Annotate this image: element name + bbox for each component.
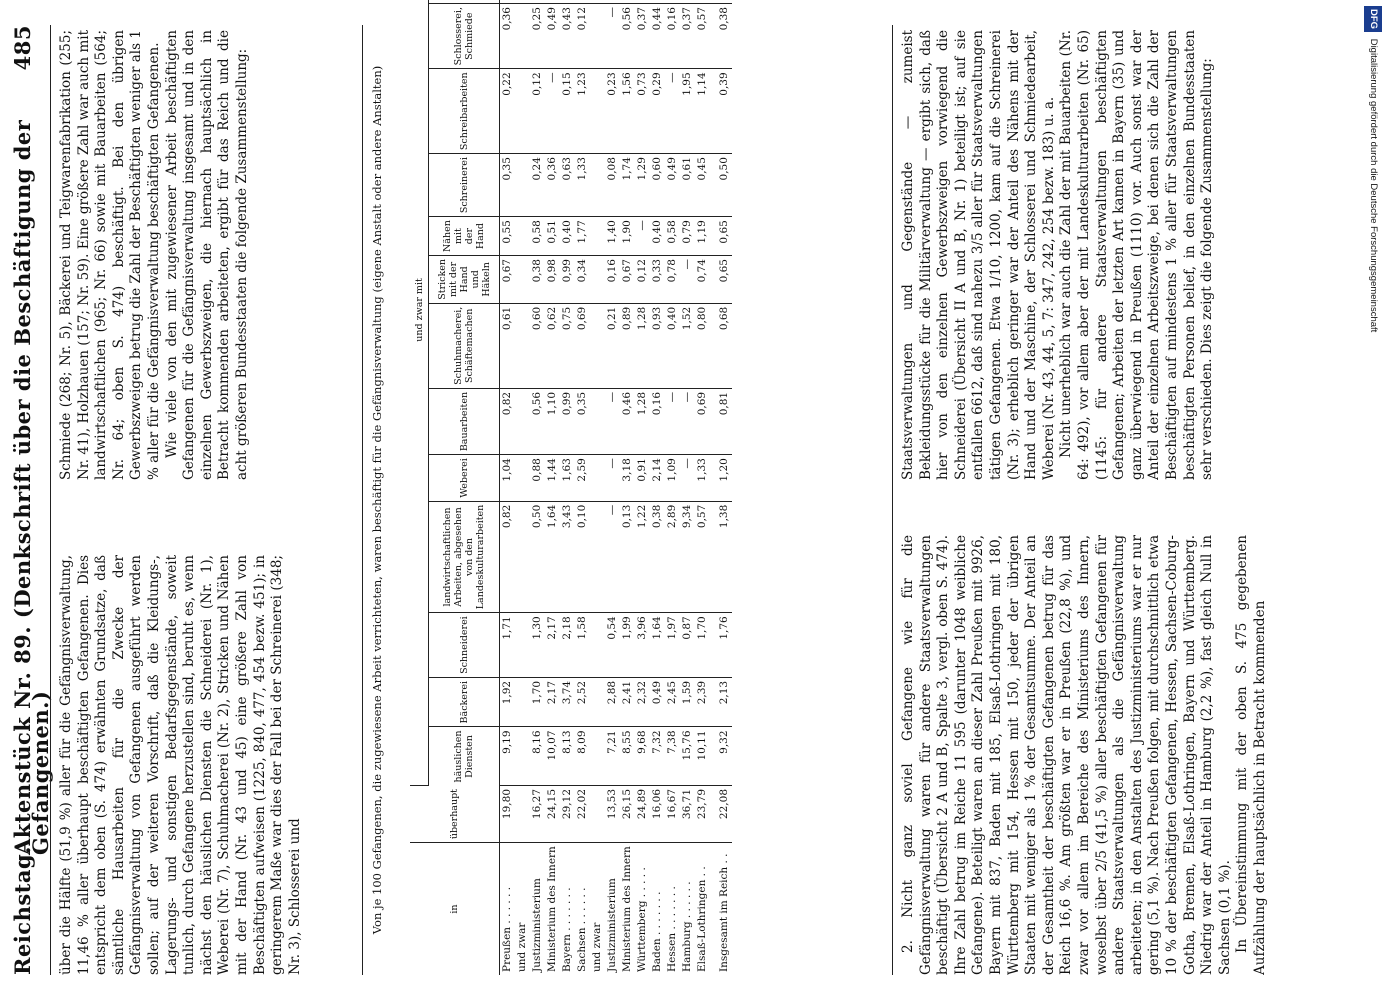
table-cell: 0,87 [680, 613, 695, 678]
row-label: Ministerium des Innern [621, 846, 634, 972]
table-cell: 8,16 [530, 727, 545, 786]
table-cell: 23,79 [695, 786, 710, 843]
table-cell: 16,27 [530, 786, 545, 843]
table-cell: 0,43 [560, 4, 575, 69]
table-cell: 0,49 [545, 4, 560, 69]
table-cell [590, 256, 605, 304]
table-cell [650, 0, 665, 4]
table-cell: 1,30 [530, 613, 545, 678]
table-cell: 10,07 [545, 727, 560, 786]
row-label: Bayern . . . . . . . [561, 887, 574, 972]
column-header: Bäckerei [429, 677, 500, 727]
table-row [545, 0, 560, 975]
table-cell: 0,37 [635, 4, 650, 69]
row-label: Justizministerium [606, 878, 619, 972]
table-cell: 8,55 [620, 727, 635, 786]
table-cell: 0,10 [575, 501, 590, 613]
table-cell: — [545, 69, 560, 154]
row-label: Insgesamt im Reich . . [718, 853, 731, 972]
table-cell: 0,58 [530, 217, 545, 256]
table-row [650, 0, 665, 975]
table-cell: 1,90 [620, 217, 635, 256]
table-cell: 0,74 [695, 256, 710, 304]
row-label: Ministerium des Innern [546, 846, 559, 972]
table-row [695, 0, 710, 975]
table-cell: 1,38 [710, 501, 732, 613]
table-cell: 0,99 [560, 256, 575, 304]
table-cell [515, 0, 530, 4]
paragraph: Nicht unerheblich war auch die Zahl der mit Bauarbeiten (Nr. 64: 492), vor allem aber der mit Landeskulturarbeiten (Nr. 65) (1145: für andere Staatsverwaltungen beschäftigten Gefangenen; Arbeiten der letzten Art kamen in Bayern (35) und ganz überwiegend in Preußen (1110) vor. Auch sonst war der Anteil der einzelnen Arbeitszweige, bei denen sich die Zahl der Beschäftigten auf mindestens 1 % aller für Staatsverwaltungen beschäftigten Personen belief, in den einzelnen Bundesstaaten sehr verschieden. Dies zeigt die folgende Zusammenstellung: [1058, 30, 1216, 480]
column-header: Nähen mit der Hand [429, 217, 500, 256]
table-cell: 0,36 [500, 4, 516, 69]
table-cell: 1,95 [680, 69, 695, 154]
table-cell: 8,13 [560, 727, 575, 786]
table-cell: 0,93 [650, 303, 665, 388]
table-cell [515, 786, 530, 843]
table-cell: 0,36 [545, 154, 560, 217]
table-cell [620, 0, 635, 4]
table-cell: 1,97 [665, 613, 680, 678]
table-cell [590, 303, 605, 388]
table-cell [590, 0, 605, 4]
table-cell [515, 69, 530, 154]
table-cell [515, 256, 530, 304]
table-cell: 0,65 [710, 256, 732, 304]
table-cell: 1,19 [695, 217, 710, 256]
table-cell: 0,61 [680, 154, 695, 217]
table-row [590, 0, 605, 975]
column-header: landwirtschaftlichen Arbeiten, abgesehen von den Landeskulturarbeiten [429, 501, 500, 613]
table-cell [590, 388, 605, 454]
table-cell: 2,89 [665, 501, 680, 613]
table-cell: 0,34 [575, 256, 590, 304]
watermark-text: Digitalisierung gefördert durch die Deutsche Forschungsgemeinschaft [1368, 38, 1379, 333]
table-cell: 0,23 [605, 69, 620, 154]
column-header: Schreibarbeiten [429, 69, 500, 154]
table-row [710, 0, 732, 975]
table-cell: 0,63 [560, 154, 575, 217]
table-cell [590, 69, 605, 154]
table-cell [515, 677, 530, 727]
table-cell: 0,69 [575, 303, 590, 388]
table-cell [590, 786, 605, 843]
header-left: Reichstag. [10, 846, 35, 975]
table-cell: 0,08 [605, 154, 620, 217]
table-cell: — [605, 455, 620, 502]
table-cell: — [605, 388, 620, 454]
table-cell [635, 0, 650, 4]
table-cell [515, 154, 530, 217]
table-cell [680, 0, 695, 4]
table-cell [515, 727, 530, 786]
table-cell: 15,76 [680, 727, 695, 786]
table-cell: 10,11 [695, 727, 710, 786]
table-cell: 1,59 [680, 677, 695, 727]
table-cell: 24,89 [635, 786, 650, 843]
table-cell: 0,78 [665, 256, 680, 304]
table-cell [605, 0, 620, 4]
table-cell [590, 613, 605, 678]
row-label: und zwar [591, 922, 604, 972]
data-table [410, 0, 732, 975]
table-cell: 1,64 [545, 501, 560, 613]
paragraph: über die Hälfte (51,9 %) aller für die Gefängnisverwaltung, 11,46 % aller überhaupt beschäftigten Gefangenen. Dies entspricht dem oben (S. 474) erwähnten Grundsatze, daß sämtliche Hausarbeiten für die Zwecke der Gefängnisverwaltung von Gefangenen ausgeführt werden sollen; auf der weiteren Vorschrift, daß die Kleidungs-, Lagerungs- und sonstigen Bedarfsgegenstände, soweit tunlich, durch Gefangene herzustellen sind, beruht es, wenn nächst den häuslichen Diensten die Schneiderei (Nr. 1), Weberei (Nr. 7), Schuhmacherei (Nr. 2), Stricken und Nähen mit der Hand (Nr. 43 und 45) eine größere Zahl von Beschäftigten aufweisen (1225, 840, 477, 454 bezw. 451); in geringerem Maße war dies der Fall bei der Schreinerei (348; Nr. 3), Schlosserei und [58, 555, 303, 975]
table-row [530, 0, 545, 975]
table-row [575, 0, 590, 975]
table-cell [590, 727, 605, 786]
table-cell: 1,64 [650, 613, 665, 678]
table-cell [695, 0, 710, 4]
table-cell: 0,61 [500, 303, 516, 388]
table-row [560, 0, 575, 975]
table-cell: 0,89 [620, 303, 635, 388]
table-cell [515, 388, 530, 454]
table-cell: 1,33 [695, 455, 710, 502]
table-cell [590, 4, 605, 69]
column-header: Schneiderei [429, 613, 500, 678]
table-cell [590, 154, 605, 217]
table-cell: 2,45 [665, 677, 680, 727]
table-cell: 1,52 [680, 303, 695, 388]
table-cell: 1,44 [545, 455, 560, 502]
table-cell [575, 0, 590, 4]
row-label: Hessen . . . . . . . [666, 886, 679, 972]
table-cell: 0,50 [530, 501, 545, 613]
page-header [8, 25, 53, 975]
table-cell: 0,49 [650, 677, 665, 727]
table-cell: 2,17 [545, 613, 560, 678]
table-cell: 0,37 [680, 4, 695, 69]
table-cell: 1,14 [695, 69, 710, 154]
table-cell: — [605, 501, 620, 613]
table-cell: 2,13 [710, 677, 732, 727]
paragraph: Schmiede (268; Nr. 5), Bäckerei und Teigwarenfabrikation (255; Nr. 41), Holzhauen (157; Nr. 59). Eine größere Zahl war auch mit landwirtschaftlichen (965; Nr. 66) sowie mit Bauarbeiten (564; Nr. 64; oben S. 474) beschäftigt. Bei den übrigen Gewerbszweigen betrug die Zahl der Beschäftigten weniger als 1 % aller für die Gefängnisverwaltung beschäftigten Gefangenen. [58, 30, 162, 480]
table-cell: 22,02 [575, 786, 590, 843]
table-cell: 1,22 [635, 501, 650, 613]
statistics-table [370, 7, 890, 975]
table-cell: — [680, 256, 695, 304]
table-cell: 19,80 [500, 786, 516, 843]
table-caption: Von je 100 Gefangenen, die zugewiesene Arbeit verrichteten, waren beschäftigt für die Gefängnisverwaltung (eigene Anstalt oder andere Anstalten) [370, 65, 384, 935]
table-row [515, 0, 530, 975]
table-cell: 1,77 [575, 217, 590, 256]
table-cell: 1,40 [605, 217, 620, 256]
table-row [680, 0, 695, 975]
table-row [605, 0, 620, 975]
column-header: Schreinerei [429, 154, 500, 217]
column-header: häuslichen Diensten [429, 727, 500, 786]
table-cell: 0,75 [560, 303, 575, 388]
table-cell [500, 0, 516, 4]
table-cell: — [665, 69, 680, 154]
table-cell [515, 455, 530, 502]
table-cell: 0,25 [530, 4, 545, 69]
table-cell: 1,28 [635, 303, 650, 388]
row-label: Sachsen . . . . . . [576, 887, 589, 972]
paragraph: Staatsverwaltungen und Gegenstände — zumeist Bekleidungsstücke für die Militärverwaltung — ergibt sich, daß hier von den einzelnen Gewerbszweigen vorwiegend die Schneiderei (Übersicht II A und B, Nr. 1) beteiligt ist; auf sie entfallen 6612, daß sind nahezu 3/5 aller für Staatsverwaltungen tätigen Gefangenen. Etwa 1/10, 1200, kam auf die Schreinerei (Nr. 3); erheblich geringer war der Anteil des Nähens mit der Hand und der Maschine, der Schlosserei und Schmiedearbeit, Weberei (Nr. 43, 44, 5, 7: 347, 242, 254 bezw. 183) u. a. [900, 30, 1057, 480]
table-cell [515, 501, 530, 613]
table-cell: — [635, 217, 650, 256]
table-cell: 0,99 [560, 388, 575, 454]
column-header [429, 0, 500, 4]
table-cell: 26,15 [620, 786, 635, 843]
table-cell [545, 0, 560, 4]
table-cell: 0,44 [650, 4, 665, 69]
table-body [500, 0, 733, 975]
table-cell: — [680, 455, 695, 502]
table-cell: 0,16 [605, 256, 620, 304]
table-cell: 1,74 [620, 154, 635, 217]
table-cell: 0,40 [665, 303, 680, 388]
column-header-in: in [410, 843, 500, 975]
table-cell: 0,45 [695, 154, 710, 217]
paragraph: In Übereinstimmung mit der oben S. 475 gegebenen Aufzählung der hauptsächlich in Betracht kommenden [1234, 535, 1268, 975]
table-cell: 0,62 [545, 303, 560, 388]
text-column-top-right [58, 30, 358, 480]
table-cell: 9,19 [500, 727, 516, 786]
table-cell: 0,81 [710, 388, 732, 454]
paragraph: 2. Nicht ganz soviel Gefangene wie für die Gefängnisverwaltung waren für andere Staatsverwaltungen beschäftigt (Übersicht 2 A und B, Spalte 3, vergl. oben S. 474). Ihre Zahl betrug im Reiche 11 595 (darunter 1048 weibliche Gefangene). Beteiligt waren an dieser Zahl Preußen mit 9926, Bayern mit 837, Baden mit 185, Elsaß-Lothringen mit 180, Württemberg mit 154, Hessen mit 150, jeder der übrigen Staaten mit weniger als 1 % der Gesamtsumme. Der Anteil an der Gesamtheit der beschäftigten Gefangenen betrug für das Reich 16,6 %. Am größten war er in Preußen (22,8 %), und zwar vor allem im Bereiche des Ministeriums des Innern, woselbst über 2/5 (41,5 %) aller beschäftigten Gefangenen für andere Staatsverwaltungen als die Gefängnisverwaltung arbeiteten; in den Anstalten des Justizministeriums war er nur gering (5,1 %). Nach Preußen folgen, mit durchschnittlich etwa 10 % der beschäftigten Gefangenen, Hessen, Sachsen-Coburg-Gotha, Bremen, Elsaß-Lothringen, Bayern und Württemberg. Niedrig war der Anteil in Hamburg (2,2 %), fast gleich Null in Sachsen (0,1 %). [900, 535, 1233, 975]
table-cell: 2,39 [695, 677, 710, 727]
table-cell: 0,49 [665, 154, 680, 217]
table-cell: 1,63 [560, 455, 575, 502]
table-cell: 0,38 [530, 256, 545, 304]
table-cell: 0,56 [620, 4, 635, 69]
table-cell: 0,79 [680, 217, 695, 256]
table-cell: 0,58 [665, 217, 680, 256]
column-header: Stricken mit der Hand und Häkeln [429, 256, 500, 304]
table-cell: 1,76 [710, 613, 732, 678]
table-cell: 0,91 [635, 455, 650, 502]
table-cell: 1,10 [545, 388, 560, 454]
table-cell: 24,15 [545, 786, 560, 843]
table-cell: 0,67 [620, 256, 635, 304]
table-cell [530, 0, 545, 4]
text-column-bottom-left [900, 535, 1350, 975]
table-cell: 0,40 [650, 217, 665, 256]
table-cell: 0,24 [530, 154, 545, 217]
table-cell: 3,43 [560, 501, 575, 613]
table-cell: 0,39 [710, 69, 732, 154]
table-cell: — [665, 388, 680, 454]
table-cell: 0,57 [695, 501, 710, 613]
dfg-logo: DFG [1364, 6, 1382, 32]
table-row [500, 0, 516, 975]
table-cell: 0,12 [635, 256, 650, 304]
table-cell: 0,54 [605, 613, 620, 678]
row-label: Preußen . . . . . . [501, 886, 514, 972]
row-label: Württemberg . . . . . [636, 867, 649, 972]
text-column-bottom-right [900, 30, 1350, 480]
row-label: Baden . . . . . . . [651, 891, 664, 972]
table-cell: 9,68 [635, 727, 650, 786]
column-header: Schuhmacherei, Schäftemachen [429, 303, 500, 388]
table-cell: 1,09 [665, 455, 680, 502]
table-cell: 1,92 [500, 677, 516, 727]
table-cell: 9,34 [680, 501, 695, 613]
table-cell: 0,60 [530, 303, 545, 388]
table-cell: 0,88 [530, 455, 545, 502]
table-cell: 0,12 [575, 4, 590, 69]
table-cell: 0,67 [500, 256, 516, 304]
table-cell: 1,58 [575, 613, 590, 678]
table-row [665, 0, 680, 975]
table-cell [515, 4, 530, 69]
table-cell: 0,56 [530, 388, 545, 454]
row-label: und zwar [516, 922, 529, 972]
paragraph: Wie viele von den mit zugewiesener Arbeit beschäftigten Gefangenen für die Gefängnisverwaltung insgesamt und in den einzelnen Gewerbszweigen, die hiernach hauptsächlich in Betracht kommenden arbeiteten, ergibt für das Reich und die acht größeren Bundesstaaten die folgende Zusammenstellung: [163, 30, 250, 480]
table-cell [665, 0, 680, 4]
table-cell: 0,22 [500, 69, 516, 154]
text-column-top-left [58, 555, 358, 975]
table-cell: 0,65 [710, 217, 732, 256]
row-label: Justizministerium [531, 878, 544, 972]
table-cell [515, 217, 530, 256]
table-cell: 0,82 [500, 501, 516, 613]
table-cell [590, 501, 605, 613]
table-cell: 22,08 [710, 786, 732, 843]
table-cell: 0,21 [605, 303, 620, 388]
table-cell: 3,74 [560, 677, 575, 727]
table-cell: 8,09 [575, 727, 590, 786]
table-cell: 2,41 [620, 677, 635, 727]
table-cell: — [680, 388, 695, 454]
column-header: überhaupt [410, 786, 500, 843]
table-cell: 0,40 [560, 217, 575, 256]
table-cell: 2,18 [560, 613, 575, 678]
row-label: Elsaß-Lothringen . . [696, 866, 709, 972]
section-rule [362, 25, 363, 975]
table-cell: 1,70 [530, 677, 545, 727]
table-cell [590, 677, 605, 727]
header-title: Aktenstück Nr. 89. (Denkschrift über die Beschäftigung der Gefangenen.) [10, 119, 53, 855]
table-cell: 0,69 [695, 388, 710, 454]
table-cell: 2,52 [575, 677, 590, 727]
table-cell: 0,50 [710, 154, 732, 217]
table-cell: 0,98 [545, 256, 560, 304]
row-label: Hamburg . . . . . . [681, 881, 694, 972]
digitization-watermark [1364, 6, 1382, 996]
table-cell: 0,16 [665, 4, 680, 69]
table-cell: 2,88 [605, 677, 620, 727]
table-cell: 0,68 [710, 303, 732, 388]
table-cell: 0,51 [545, 217, 560, 256]
table-cell: 0,38 [710, 4, 732, 69]
table-bottom-rule [892, 25, 893, 975]
table-cell: 2,14 [650, 455, 665, 502]
table-cell: 1,33 [575, 154, 590, 217]
table-cell: 1,70 [695, 613, 710, 678]
table-cell: 0,46 [620, 388, 635, 454]
table-cell: 0,80 [695, 303, 710, 388]
table-cell [590, 217, 605, 256]
table-cell: 16,06 [650, 786, 665, 843]
table-cell: 0,12 [530, 69, 545, 154]
table-cell: 0,57 [695, 4, 710, 69]
header-rule [50, 25, 51, 975]
table-cell: 0,73 [635, 69, 650, 154]
table-cell: 3,96 [635, 613, 650, 678]
column-header: Schlosserei, Schmiede [429, 4, 500, 69]
table-cell [710, 0, 732, 4]
table-cell: 1,29 [635, 154, 650, 217]
table-cell: 2,32 [635, 677, 650, 727]
column-header: Bauarbeiten [429, 388, 500, 454]
table-cell [515, 613, 530, 678]
table-cell: 0,60 [650, 154, 665, 217]
table-cell: 16,67 [665, 786, 680, 843]
table-cell: 9,32 [710, 727, 732, 786]
table-cell: 1,04 [500, 455, 516, 502]
table-row [620, 0, 635, 975]
table-cell: 13,53 [605, 786, 620, 843]
table-cell: 1,28 [635, 388, 650, 454]
page-number: 485 [10, 25, 35, 71]
table-cell: 0,38 [650, 501, 665, 613]
table-cell: 0,35 [500, 154, 516, 217]
column-group-header: und zwar mit [410, 0, 429, 786]
column-header: Weberei [429, 455, 500, 502]
table-cell: 0,33 [650, 256, 665, 304]
table-cell: 1,71 [500, 613, 516, 678]
table-cell: 0,29 [650, 69, 665, 154]
table-cell: 7,32 [650, 727, 665, 786]
table-cell: 1,20 [710, 455, 732, 502]
table-cell [560, 0, 575, 4]
table-cell: 2,59 [575, 455, 590, 502]
table-cell: 29,12 [560, 786, 575, 843]
table-cell: 0,16 [650, 388, 665, 454]
table-cell: 1,56 [620, 69, 635, 154]
table-cell [515, 303, 530, 388]
table-cell: 3,18 [620, 455, 635, 502]
table-cell: 1,23 [575, 69, 590, 154]
table-cell: 7,21 [605, 727, 620, 786]
table-cell: 2,17 [545, 677, 560, 727]
table-cell: 0,35 [575, 388, 590, 454]
table-cell: 1,99 [620, 613, 635, 678]
table-cell: 0,82 [500, 388, 516, 454]
table-cell: — [605, 4, 620, 69]
table-cell: 0,15 [560, 69, 575, 154]
table-cell: 0,55 [500, 217, 516, 256]
table-cell: 0,13 [620, 501, 635, 613]
table-group-header-row [410, 0, 429, 975]
table-cell [590, 455, 605, 502]
table-row [635, 0, 650, 975]
table-cell: 7,38 [665, 727, 680, 786]
table-cell: 36,71 [680, 786, 695, 843]
